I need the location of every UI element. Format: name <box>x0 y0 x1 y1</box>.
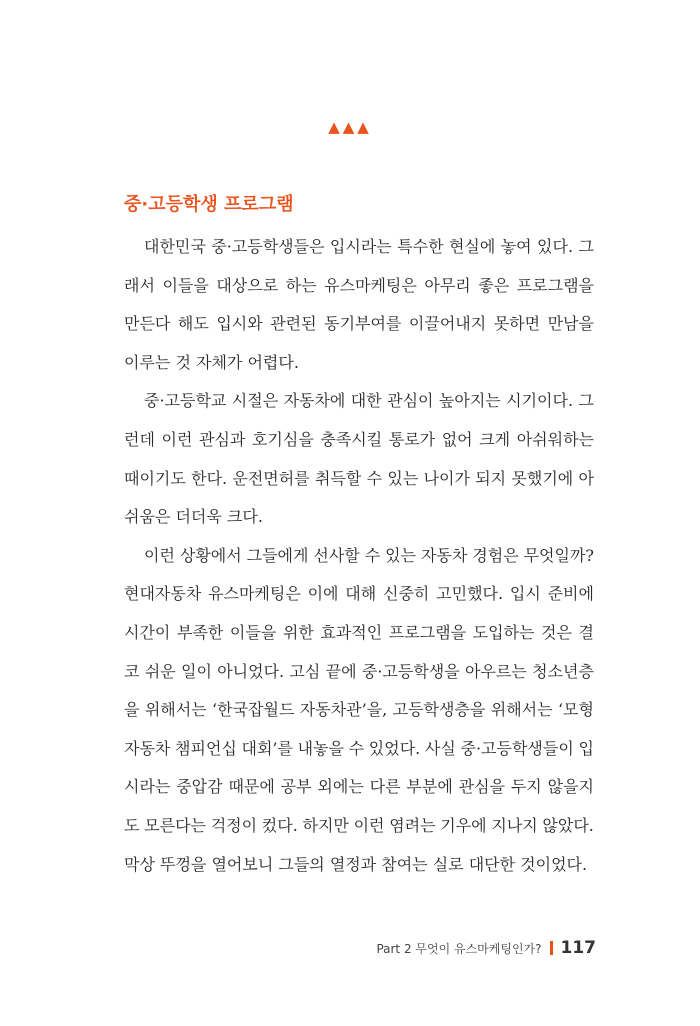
text-line: 런데 이런 관심과 호기심을 충족시킬 통로가 없어 크게 아쉬워하는 <box>124 429 594 449</box>
text-line: 도 모른다는 걱정이 컸다. 하지만 이런 염려는 기우에 지나지 않았다. <box>124 815 594 835</box>
text-line: 자동차 챔피언십 대회’를 내놓을 수 있었다. 사실 중·고등학생들이 입 <box>124 738 594 758</box>
text-line: 이루는 것 자체가 어렵다. <box>124 352 299 372</box>
text-line: 을 위해서는 ‘한국잡월드 자동차관’을, 고등학생층을 위해서는 ‘모형 <box>124 700 594 720</box>
text-line: 현대자동차 유스마케팅은 이에 대해 신중히 고민했다. 입시 준비에 <box>124 584 594 604</box>
text-line: 코 쉬운 일이 아니었다. 고심 끝에 중·고등학생을 아우르는 청소년층 <box>124 661 594 681</box>
section-title: 중·고등학생 프로그램 <box>124 194 294 215</box>
page-footer <box>376 938 596 958</box>
text-line: 때이기도 한다. 운전면허를 취득할 수 있는 나이가 되지 못했기에 아 <box>124 468 594 488</box>
text-line: 만든다 해도 입시와 관련된 동기부여를 이끌어내지 못하면 만남을 <box>124 314 594 334</box>
page-number: 117 <box>560 938 596 958</box>
footer-divider <box>550 941 553 955</box>
part-title: Part 2 무엇이 유스마케팅인가? <box>376 941 542 956</box>
text-line: 중·고등학교 시절은 자동차에 대한 관심이 높아지는 시기이다. 그 <box>144 391 594 411</box>
body-text <box>124 228 594 884</box>
text-line: 대한민국 중·고등학생들은 입시라는 특수한 현실에 놓여 있다. 그 <box>144 237 594 256</box>
text-line: 이런 상황에서 그들에게 선사할 수 있는 자동차 경험은 무엇일까? <box>144 545 594 565</box>
triangle-ornament: ▲▲▲ <box>328 118 372 136</box>
text-line: 래서 이들을 대상으로 하는 유스마케팅은 아무리 좋은 프로그램을 <box>124 275 594 295</box>
text-line: 막상 뚜껑을 열어보니 그들의 열정과 참여는 실로 대단한 것이었다. <box>124 854 588 874</box>
text-line: 시간이 부족한 이들을 위한 효과적인 프로그램을 도입하는 것은 결 <box>124 622 594 642</box>
text-line: 시라는 중압감 때문에 공부 외에는 다른 부분에 관심을 두지 않을지 <box>124 777 594 797</box>
text-line: 쉬움은 더더욱 크다. <box>124 507 263 527</box>
